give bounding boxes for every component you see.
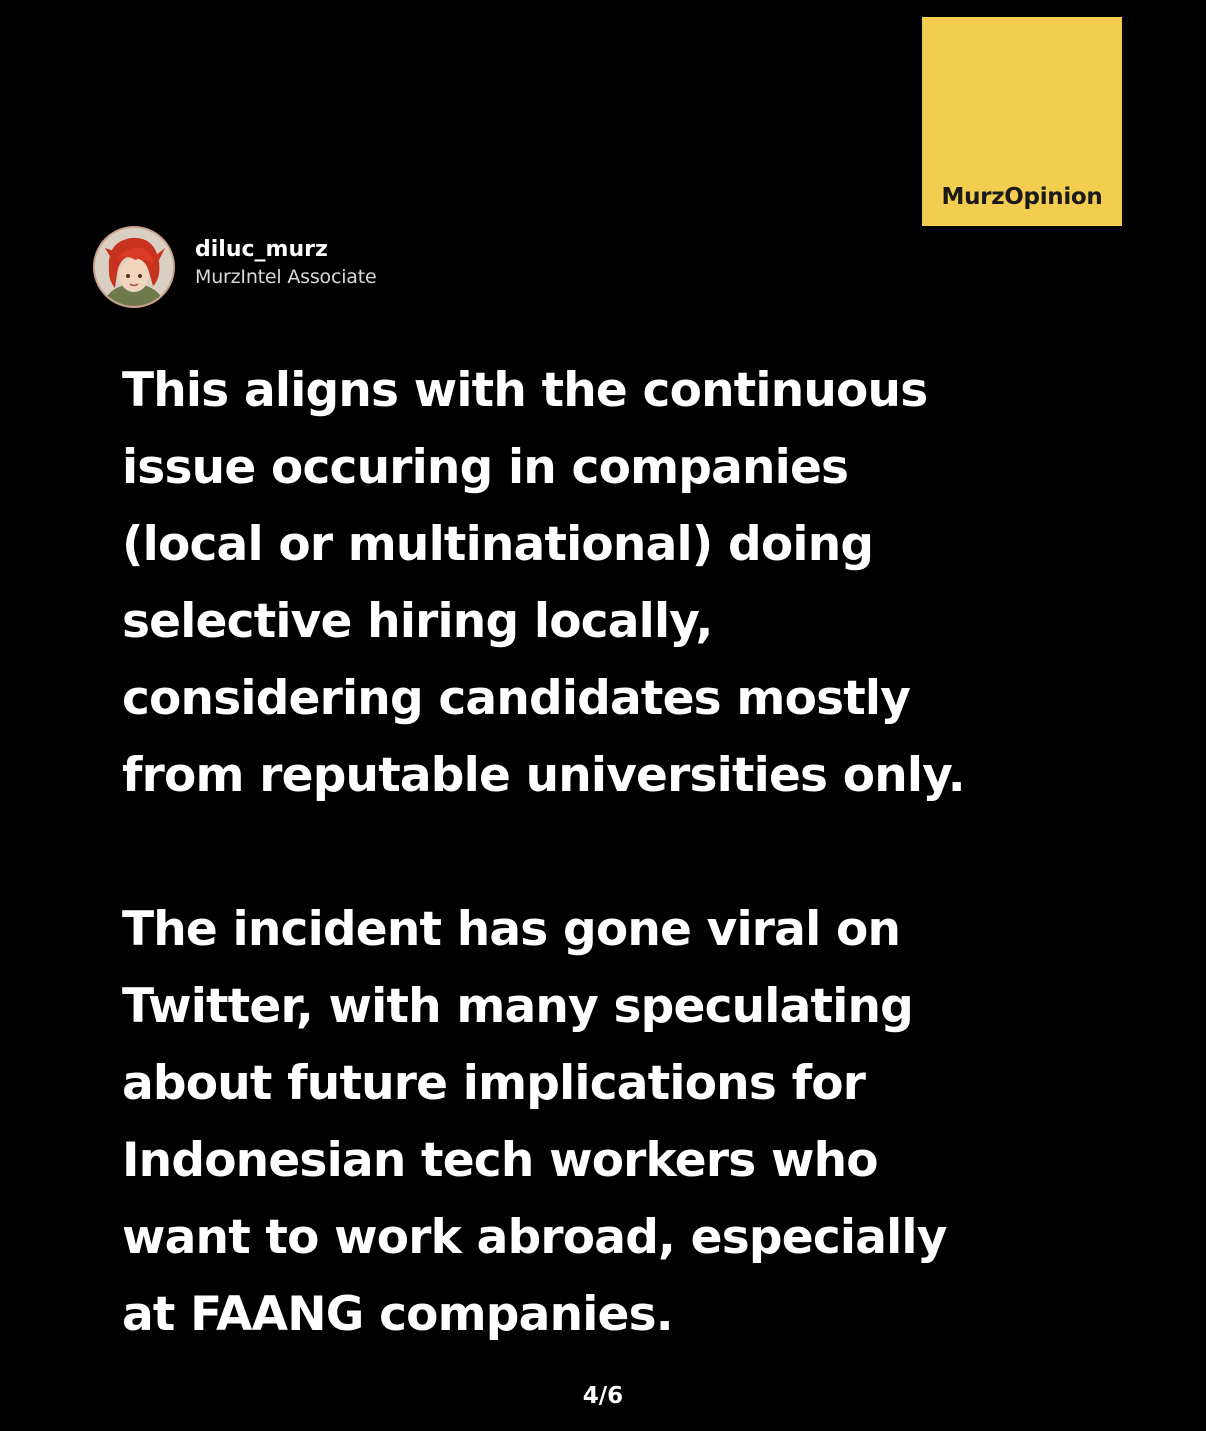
post-line: about future implications for [122,1056,866,1111]
post-line: Indonesian tech workers who [122,1133,878,1188]
post-line: Twitter, with many speculating [122,979,914,1034]
post-paragraph [122,891,1122,1353]
post-line: The incident has gone viral on [122,902,901,957]
red-haired-character-avatar-icon [95,228,173,306]
brand-badge [922,17,1122,226]
post-line: at FAANG companies. [122,1287,673,1342]
page-indicator: 4/6 [582,1383,624,1409]
post-line: selective hiring locally, [122,594,713,649]
author-role: MurzIntel Associate [195,266,377,288]
post-line: This aligns with the continuous [122,363,928,418]
post-line: from reputable universities only. [122,748,965,803]
post-line: want to work abroad, especially [122,1210,947,1265]
avatar[interactable] [93,226,175,308]
author-text [195,236,376,290]
author-username[interactable]: diluc_murz [195,237,328,262]
brand-label: MurzOpinion [941,184,1103,210]
post-body [122,352,1122,1353]
post-line: issue occuring in companies [122,440,849,495]
author-header [93,226,376,308]
post-line: considering candidates mostly [122,671,911,726]
post-line: (local or multinational) doing [122,517,874,572]
post-paragraph [122,352,1122,814]
